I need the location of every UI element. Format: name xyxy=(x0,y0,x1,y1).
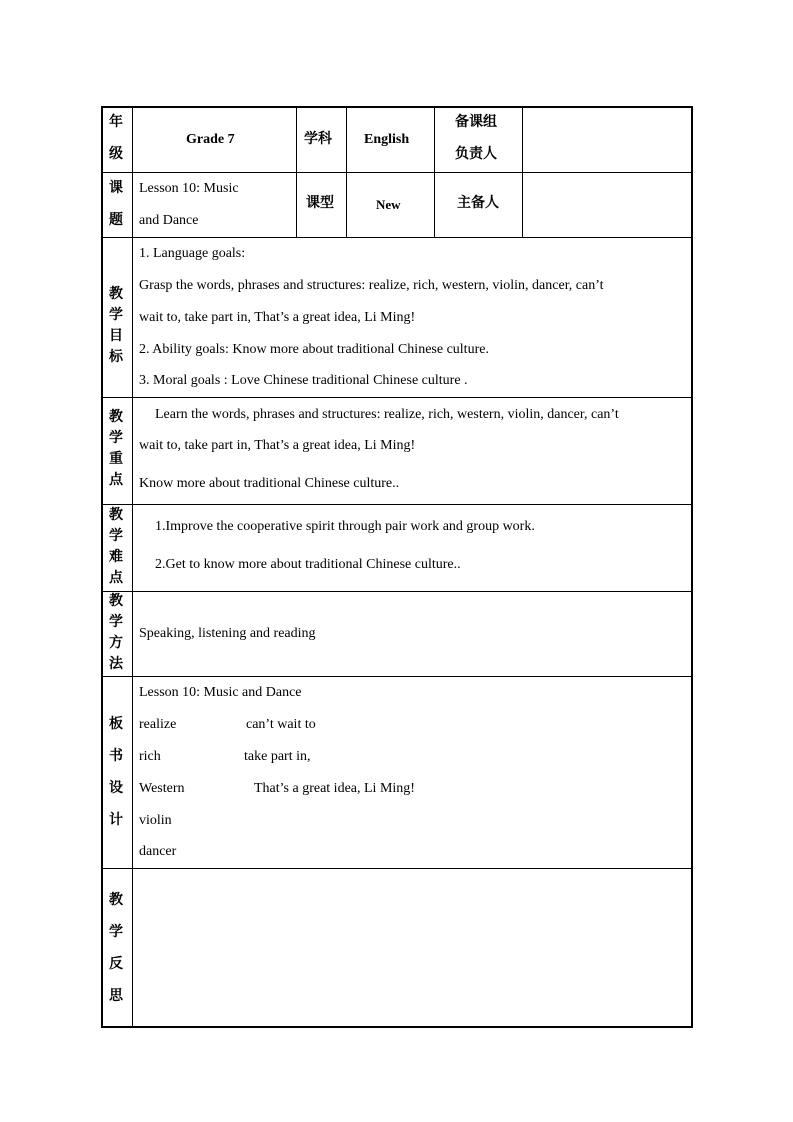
board-design-label: 板 书 设 计 xyxy=(109,717,123,828)
goal-line: wait to, take part in, That’s a great idea, Li Ming! xyxy=(139,310,416,325)
goal-line: 1. Language goals: xyxy=(139,246,246,261)
methods-label: 教 学 方 法 xyxy=(109,594,123,672)
subject-label: 学科 xyxy=(304,132,332,147)
board-word: dancer xyxy=(139,844,177,859)
topic-value-line1: Lesson 10: Music xyxy=(139,181,239,196)
subject-value: English xyxy=(364,132,410,147)
board-word: rich xyxy=(139,749,161,764)
goal-line: 2. Ability goals: Know more about traditional Chinese culture. xyxy=(139,342,489,357)
row-divider xyxy=(103,397,691,398)
goal-line: Grasp the words, phrases and structures: realize, rich, western, violin, dancer, can’t xyxy=(139,278,604,293)
topic-label: 课 题 xyxy=(109,181,123,228)
row-divider xyxy=(103,868,691,869)
board-word: violin xyxy=(139,813,172,828)
methods-text: Speaking, listening and reading xyxy=(139,626,316,641)
board-word: Western xyxy=(139,781,185,796)
key-points-label: 教 学 重 点 xyxy=(109,410,123,488)
board-title: Lesson 10: Music and Dance xyxy=(139,685,302,700)
topic-value-line2: and Dance xyxy=(139,213,199,228)
key-point-line: Learn the words, phrases and structures: realize, rich, western, violin, dancer, can’t xyxy=(155,407,619,422)
group-leader-label-line2: 负责人 xyxy=(455,147,497,162)
column-divider xyxy=(132,108,133,1026)
board-word: realize xyxy=(139,717,177,732)
goal-line: 3. Moral goals : Love Chinese traditional Chinese culture . xyxy=(139,373,468,388)
difficulties-label: 教 学 难 点 xyxy=(109,508,123,586)
lesson-type-label: 课型 xyxy=(306,196,334,211)
goals-label: 教 学 目 标 xyxy=(109,287,123,365)
column-divider xyxy=(522,108,523,237)
difficulty-line: 1.Improve the cooperative spirit through pair work and group work. xyxy=(155,519,535,534)
board-phrase: That’s a great idea, Li Ming! xyxy=(254,781,415,796)
grade-value: Grade 7 xyxy=(186,132,235,147)
group-leader-label-line1: 备课组 xyxy=(455,115,497,130)
row-divider xyxy=(103,237,691,238)
key-point-line: wait to, take part in, That’s a great idea, Li Ming! xyxy=(139,438,416,453)
difficulty-line: 2.Get to know more about traditional Chinese culture.. xyxy=(155,557,461,572)
row-divider xyxy=(103,676,691,677)
grade-label: 年 级 xyxy=(109,115,123,162)
preparer-label: 主备人 xyxy=(457,196,499,211)
row-divider xyxy=(103,172,691,173)
row-divider xyxy=(103,591,691,592)
column-divider xyxy=(434,108,435,237)
column-divider xyxy=(296,108,297,237)
reflection-label: 教 学 反 思 xyxy=(109,893,123,1004)
column-divider xyxy=(346,108,347,237)
key-point-line: Know more about traditional Chinese culture.. xyxy=(139,476,400,491)
board-phrase: take part in, xyxy=(244,749,311,764)
board-phrase: can’t wait to xyxy=(246,717,316,732)
row-divider xyxy=(103,504,691,505)
lesson-type-value: New xyxy=(376,197,401,212)
